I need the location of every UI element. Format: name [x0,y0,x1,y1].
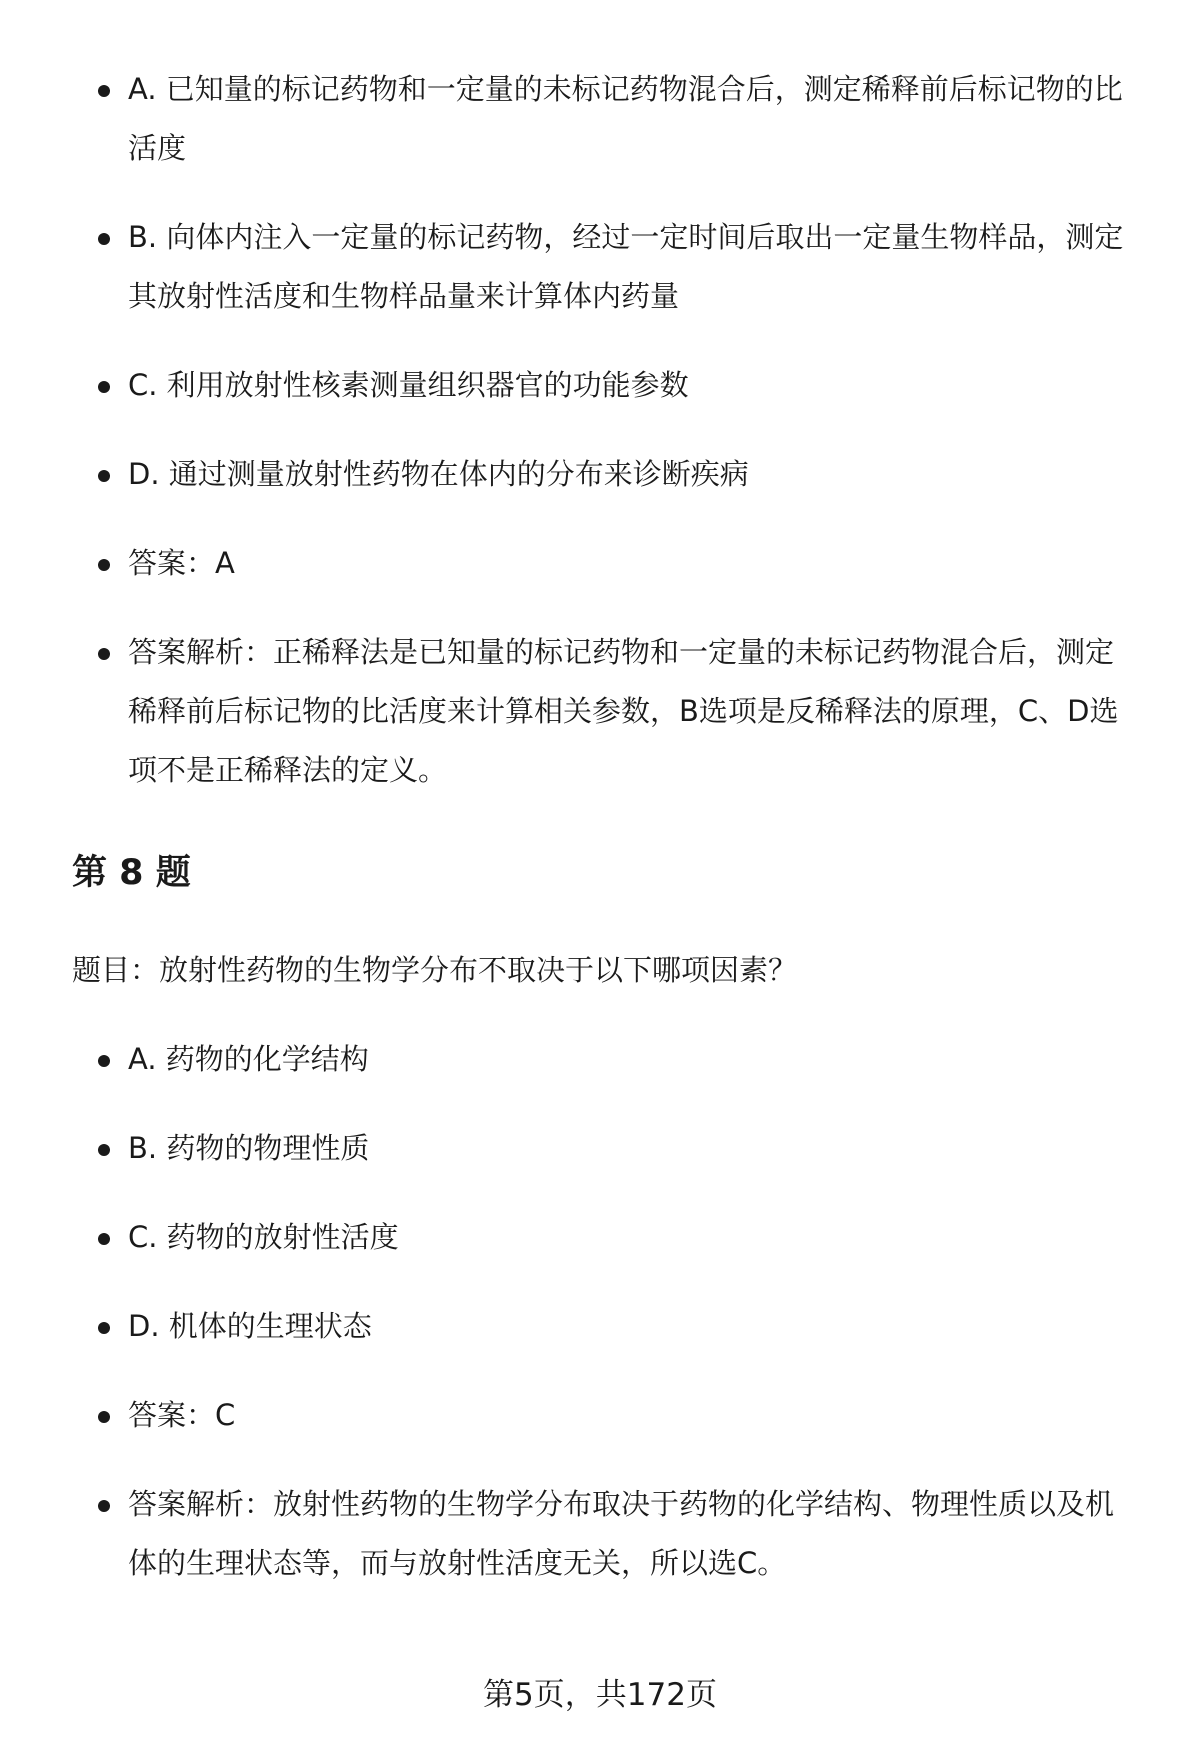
bullet-icon [98,1322,110,1334]
option-b-text: B. 药物的物理性质 [128,1131,370,1165]
list-item [0,1030,1200,1089]
option-d-text: D. 机体的生理状态 [128,1309,372,1343]
bullet-icon [98,85,110,97]
bullet-icon [98,470,110,482]
list-item [0,1386,1200,1445]
bullet-icon [98,1055,110,1067]
question-heading: 第 8 题 [72,853,191,893]
option-b-text: B. 向体内注入一定量的标记药物，经过一定时间后取出一定量生物样品，测定其放射性活度和生物样品量来计算体内药量 [128,220,1124,313]
bullet-icon [98,1411,110,1423]
bullet-icon [98,559,110,571]
question-stem: 题目：放射性药物的生物学分布不取决于以下哪项因素？ [72,953,798,987]
list-item [0,208,1200,326]
answer-text: 答案：C [128,1398,236,1432]
list-item [0,356,1200,415]
list-item [0,1208,1200,1267]
option-c-text: C. 药物的放射性活度 [128,1220,399,1254]
option-c-text: C. 利用放射性核素测量组织器官的功能参数 [128,368,689,402]
list-item [0,445,1200,504]
list-item [0,1119,1200,1178]
list-item [0,1297,1200,1356]
question-8-options [0,1030,1200,1593]
option-a-text: A. 药物的化学结构 [128,1042,369,1076]
bullet-icon [98,1500,110,1512]
bullet-icon [98,1144,110,1156]
list-item [0,1475,1200,1593]
bullet-icon [98,381,110,393]
explanation-text: 答案解析：正稀释法是已知量的标记药物和一定量的未标记药物混合后，测定稀释前后标记物的比活度来计算相关参数，B选项是反稀释法的原理，C、D选项不是正稀释法的定义。 [128,635,1119,787]
question-7-options [0,60,1200,800]
list-item [0,623,1200,800]
answer-text: 答案：A [128,546,235,580]
explanation-text: 答案解析：放射性药物的生物学分布取决于药物的化学结构、物理性质以及机体的生理状态等，而与放射性活度无关，所以选C。 [128,1487,1115,1580]
page-number: 第5页，共172页 [483,1677,717,1713]
list-item [0,60,1200,178]
list-item [0,534,1200,593]
bullet-icon [98,233,110,245]
bullet-icon [98,1233,110,1245]
option-a-text: A. 已知量的标记药物和一定量的未标记药物混合后，测定稀释前后标记物的比活度 [128,72,1123,165]
bullet-icon [98,648,110,660]
option-d-text: D. 通过测量放射性药物在体内的分布来诊断疾病 [128,457,749,491]
